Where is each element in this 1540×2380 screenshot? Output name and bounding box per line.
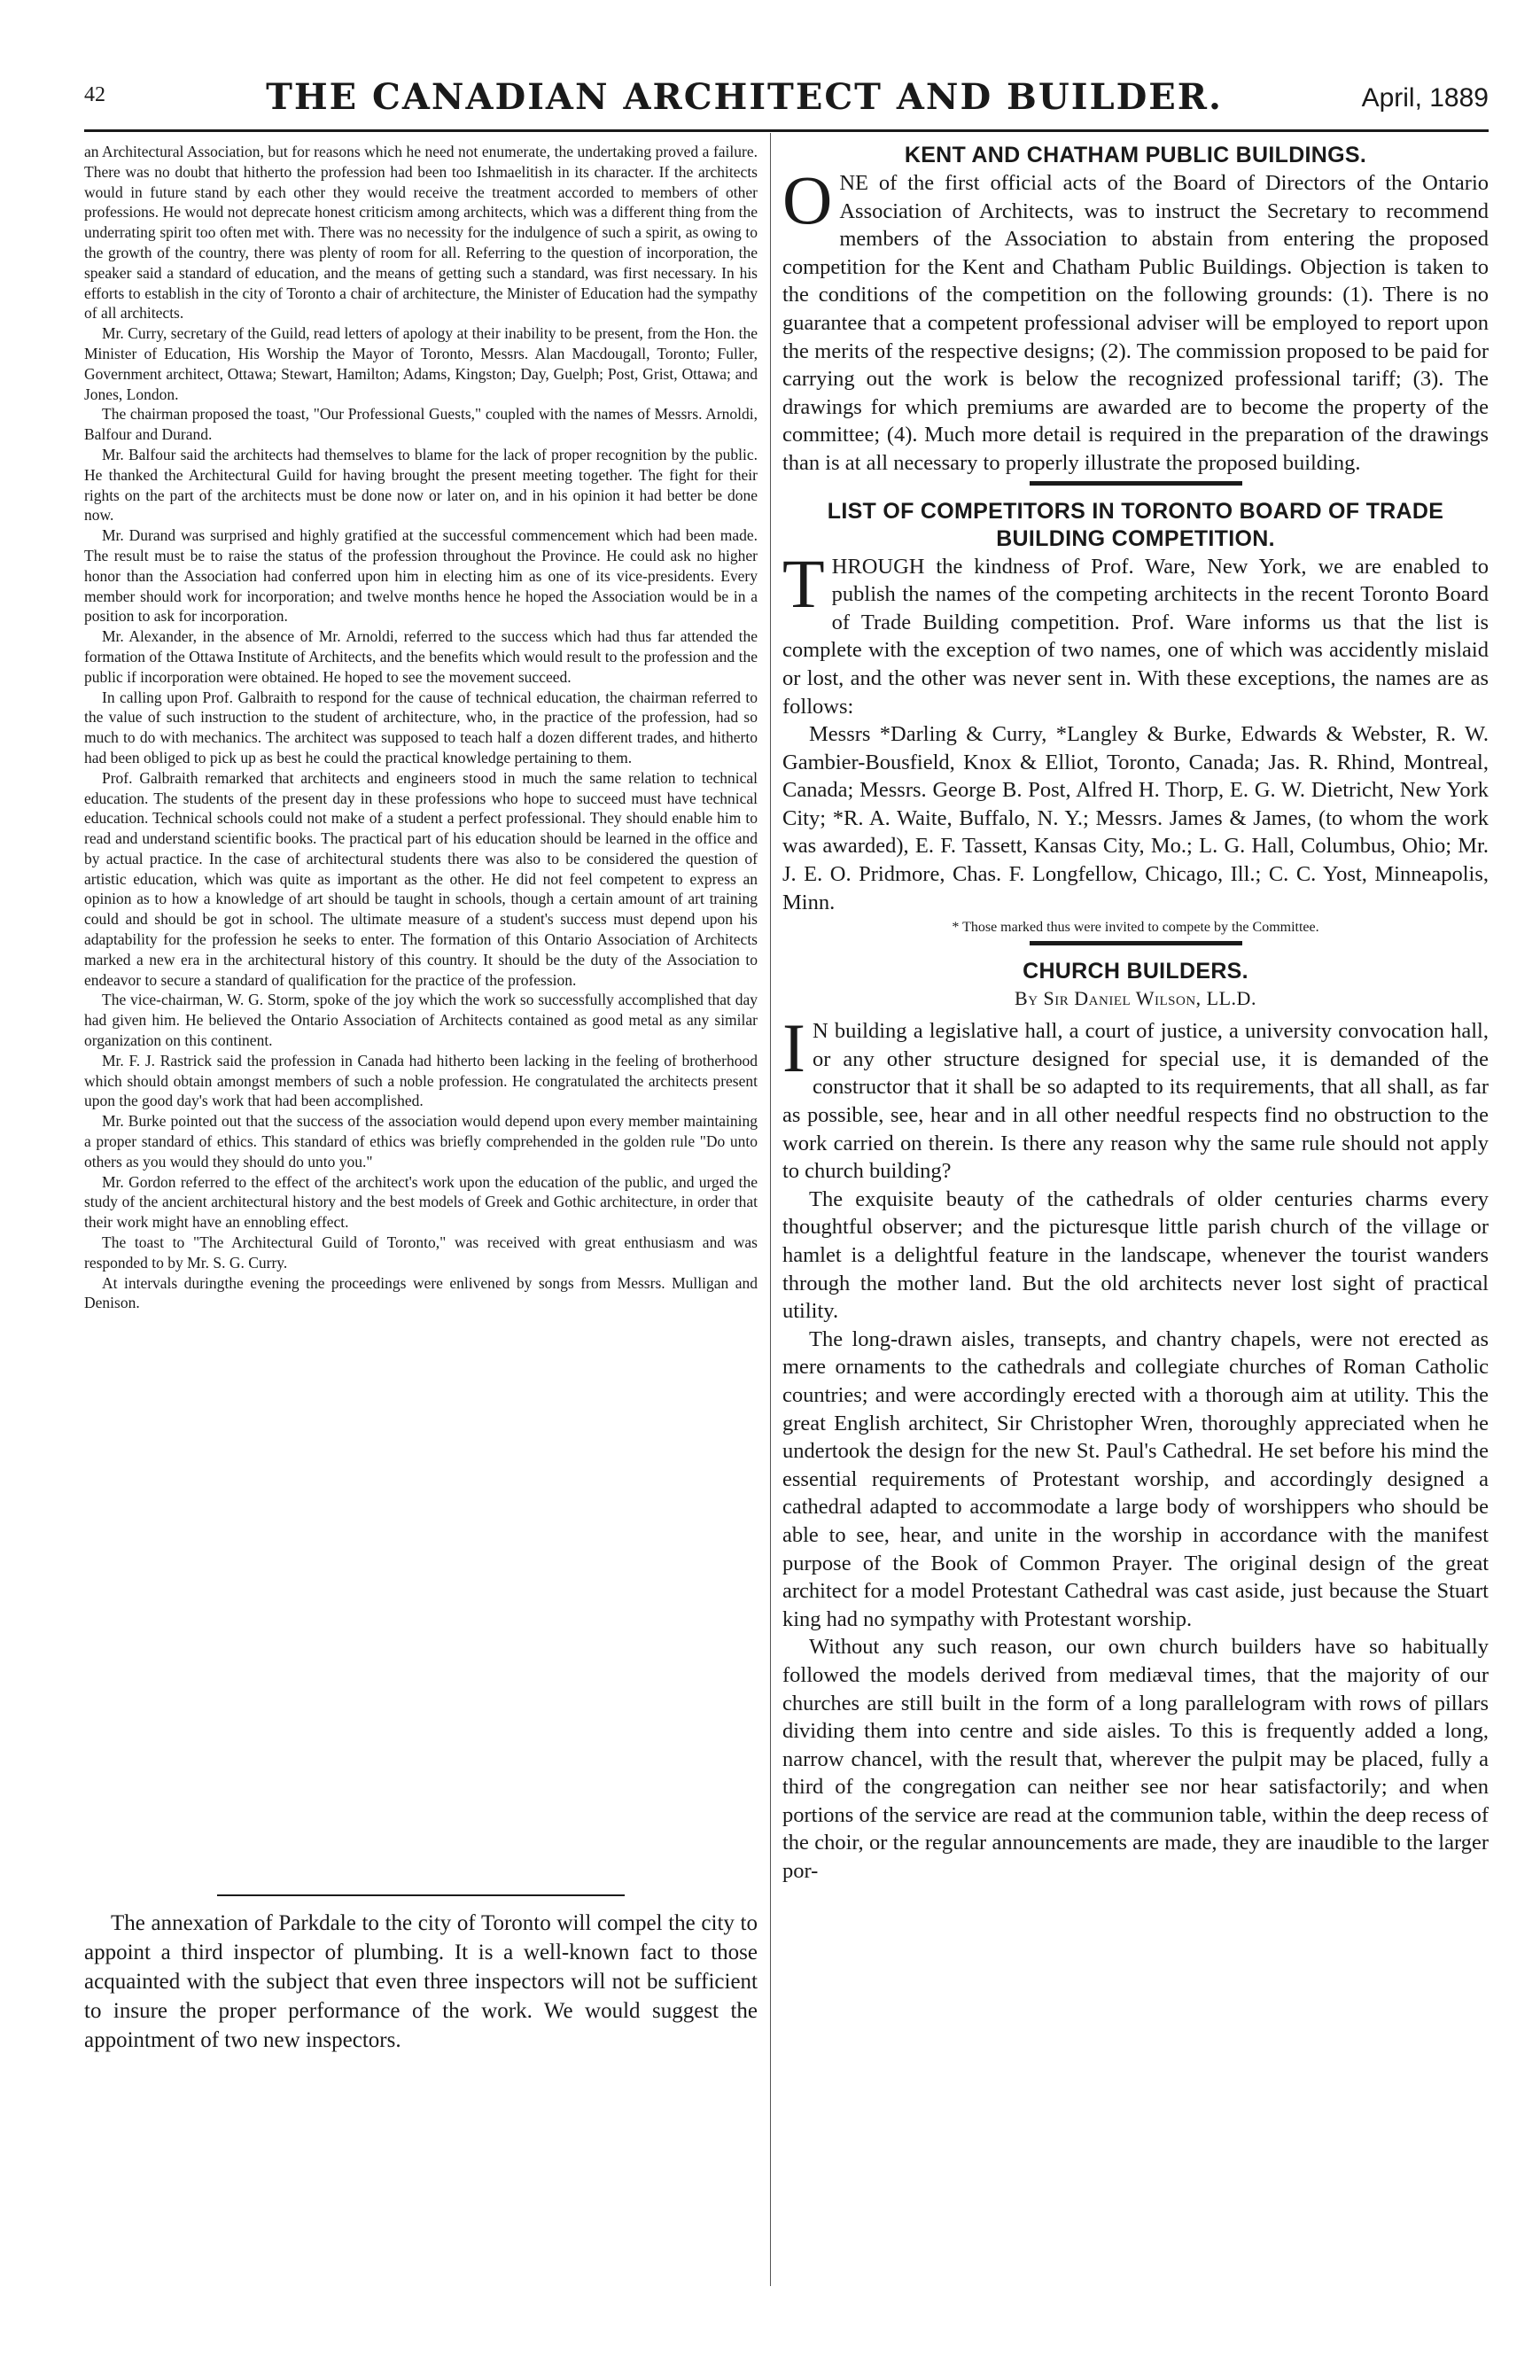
church-builders-article [782, 958, 1489, 1885]
competitors-article [782, 498, 1489, 946]
competitors-text: HROUGH the kindness of Prof. Ware, New York, we are enabled to publish the names of the competing architects in the recent Toronto Board of Trade Building competition. Prof. Ware informs us that the list is complete with the exception of two names, one of which was accidently mislaid or lost, and the other was never sent in. With these exceptions, the names are as follows: [782, 554, 1489, 719]
column-divider [770, 133, 771, 2286]
proceedings-paragraph: The toast to "The Architectural Guild of Toronto," was received with great enthusiasm and was responded to by Mr. S. G. Curry. [84, 1233, 758, 1272]
kent-chatham-article [782, 142, 1489, 486]
proceedings-paragraph: Mr. Alexander, in the absence of Mr. Arnoldi, referred to the success which had thus far attended the formation of the Ottawa Institute of Architects, and the benefits which would result to the profession and the public if incorporation were obtained. He hoped to see the movement succeed. [84, 627, 758, 686]
section-rule [1030, 941, 1242, 945]
proceedings-paragraph: Mr. Burke pointed out that the success of the association would depend upon every member maintaining a proper standard of ethics. This standard of ethics was briefly comprehended in the golden rule "Do unto others as you would they should do unto you." [84, 1112, 758, 1171]
church-paragraph: Without any such reason, our own church builders have so habitually followed the models derived from mediæval times, that the majority of our churches are still built in the form of a long parallelogram with rows of pillars dividing them into centre and side aisles. To this is frequently added a long, narrow chancel, with the result that, wherever the pulpit may be placed, fully a third of the congregation can neither see nor hear satisfactorily; and when portions of the service are read at the communion table, within the deep recess of the choir, or the regular announcements are made, they are inaudible to the larger por- [782, 1635, 1489, 1884]
issue-date: April, 1889 [1361, 83, 1489, 113]
header-rule [84, 129, 1489, 132]
proceedings-paragraph: an Architectural Association, but for reasons which he need not enumerate, the undertaking proved a failure. There was no doubt that hitherto the profession had been too Ishmaelitish in its character. If the architects would in future stand by each other they would receive the treatment accorded to members of other professions. He would not deprecate honest criticism among architects, which was a different thing from the underrating spirit too often met with. There was no necessity for the indulgence of such a spirit, as owing to the growth of the country, there was plenty of room for all. Referring to the question of incorporation, the speaker said a standard of education, and the means of getting such a standard, was first necessary. In his efforts to establish in the city of Toronto a chair of architecture, the Minister of Education had the sympathy of all architects. [84, 143, 758, 323]
parkdale-note: The annexation of Parkdale to the city of Toronto will compel the city to appoint a third inspector of plumbing. It is a well-known fact to those acquainted with the subject that even three inspectors will not be sufficient to insure the proper performance of the work. We would suggest the appointment of two new inspectors. [84, 1911, 758, 2052]
church-paragraph [782, 1009, 1489, 1186]
drop-cap: T [782, 544, 825, 622]
left-column [84, 142, 758, 2286]
running-head [84, 76, 1489, 129]
competitors-names: Messrs *Darling & Curry, *Langley & Burke, Edwards & Webster, R. W. Gambier-Bousfield, Knox & Elliot, Toronto, Canada; Jas. R. Rhind, Montreal, Canada; Messrs. George B. Post, Alfred H. Thorp, E. G. W. Dietricht, New York City; *R. A. Waite, Buffalo, N. Y.; Messrs. James & James, (to whom the work was awarded), E. F. Tassett, Kansas City, Mo.; L. G. Hall, Columbus, Ohio; Mr. J. E. O. Pridmore, Chas. F. Longfellow, Chicago, Ill.; C. C. Yost, Minneapolis, Minn. [782, 722, 1489, 914]
church-paragraph: The long-drawn aisles, transepts, and chantry chapels, were not erected as mere ornaments to the cathedrals and collegiate churches of Roman Catholic countries; and were accordingly erected with a thorough aim at utility. This the great English architect, Sir Christopher Wren, thoroughly appreciated when he undertook the design for the new St. Paul's Cathedral. He set before his mind the essential requirements of Protestant worship, and accordingly designed a cathedral adapted to accommodate a large body of worshippers who should be able to see, hear, and unite in the worship in accordance with the manifest purpose of the Book of Common Prayer. The original design of the great architect for a model Protestant Cathedral was cast aside, just because the Stuart king had no sympathy with Protestant worship. [782, 1326, 1489, 1631]
competitors-footnote: * Those marked thus were invited to compete by the Committee. [952, 920, 1319, 936]
drop-cap: O [782, 161, 833, 238]
proceedings-paragraph: Mr. Gordon referred to the effect of the architect's work upon the education of the public, and urged the study of the ancient architectural history and the best models of Greek and Gothic architecture, in order that their work might have an ennobling effect. [84, 1172, 758, 1232]
competitors-heading: LIST OF COMPETITORS IN TORONTO BOARD OF TRADE BUILDING COMPETITION. [827, 498, 1444, 551]
proceedings-paragraph: The vice-chairman, W. G. Storm, spoke of the joy which the work so successfully accomplished that day had given him. He believed the Ontario Association of Architects contained as good metal as any similar organization on this continent. [84, 991, 758, 1050]
right-column [782, 142, 1489, 2295]
competitors-body [782, 544, 1489, 721]
page-number: 42 [84, 83, 105, 106]
kent-chatham-text: NE of the first official acts of the Board of Directors of the Ontario Association of Architects, was to instruct the Secretary to recommend members of the Association to abstain from entering the proposed competition for the Kent and Chatham Public Buildings. Objection is taken to the conditions of the competition on the following grounds: (1). There is no guarantee that a competent professional adviser will be employed to report upon the merits of the respective designs; (2). The commission proposed to be paid for carrying out the work is below the recognized professional tariff; (3). The drawings for which premiums are awarded are to become the property of the committee; (4). Much more detail is required in the preparation of the drawings than is at all necessary to properly illustrate the proposed building. [782, 171, 1489, 475]
proceedings-paragraph: The chairman proposed the toast, "Our Professional Guests," coupled with the names of Messrs. Arnoldi, Balfour and Durand. [84, 405, 758, 444]
section-rule [1030, 481, 1242, 486]
section-rule [217, 1894, 625, 1896]
proceedings-paragraph: Mr. Curry, secretary of the Guild, read letters of apology at their inability to be present, from the Hon. the Minister of Education, His Worship the Mayor of Toronto, Messrs. Alan Macdougall, Toronto; Fuller, Government architect, Ottawa; Stewart, Hamilton; Adams, Kingston; Day, Guelph; Post, Grist, Ottawa; and Jones, London. [84, 324, 758, 403]
kent-chatham-body [782, 161, 1489, 478]
church-paragraph-text: N building a legislative hall, a court of justice, a university convocation hall, or any other structure designed for special use, it is demanded of the constructor that it shall be so adapted to its requirements, that all shall, as far as possible, see, hear and in all other needful respects find no obstruction to the work carried on therein. Is there any reason why the same rule should not apply to church building? [782, 1019, 1489, 1184]
church-builders-heading: CHURCH BUILDERS. [1023, 959, 1248, 984]
association-proceedings [84, 142, 758, 1878]
proceedings-paragraph: Mr. F. J. Rastrick said the profession in Canada had hitherto been lacking in the feeling of brotherhood which should obtain amongst members of such a noble profession. He congratulated the architects present upon the good day's work that had been accomplished. [84, 1051, 758, 1110]
proceedings-paragraph: Mr. Balfour said the architects had themselves to blame for the lack of proper recognition by the public. He thanked the Architectural Guild for having brought the present meeting together. The fight for their rights on the part of the architects must be done now or later on, and in his opinion it had better be done now. [84, 445, 758, 525]
proceedings-paragraph: At intervals duringthe evening the proceedings were enlivened by songs from Messrs. Mulligan and Denison. [84, 1273, 758, 1312]
kent-chatham-heading: KENT AND CHATHAM PUBLIC BUILDINGS. [904, 143, 1367, 167]
journal-title: THE CANADIAN ARCHITECT AND BUILDER. [266, 76, 1223, 118]
proceedings-paragraph: Prof. Galbraith remarked that architects and engineers stood in much the same relation to technical education. The students of the present day in these professions who hope to succeed must have technical education. Technical schools could not make of a student a perfect professional. They should enable him to read and understand scientific books. The practical part of his education should be learned in the office and by actual practice. In the case of architectural students there was also to be considered the question of artistic education, which was quite as important as the other. He did not feel competent to express an opinion as to how a knowledge of art should be taught in schools, though a certain amount of art training could and should be got in school. The ultimate measure of a student's success must depend upon his adaptability for the profession he seeks to enter. The formation of this Ontario Association of Architects marked a new era in the architectural history of this country. It should be the duty of the Association to endeavor to secure a standard of qualification for the practice of the profession. [84, 768, 758, 989]
proceedings-paragraph: In calling upon Prof. Galbraith to respond for the cause of technical education, the chairman referred to the value of such instruction to the student of architecture, who, in the practice of the profession, had so much to do with mechanics. The architect was supposed to teach half a dozen different trades, and hitherto had been obliged to pick up as best he could the practical knowledge pertaining to them. [84, 688, 758, 766]
church-paragraph: The exquisite beauty of the cathedrals of older centuries charms every thoughtful observer; and the picturesque little parish church of the village or hamlet is a delightful feature in the landscape, whenever the tourist wanders through the mother land. But the old architects never lost sight of practical utility. [782, 1186, 1489, 1324]
drop-cap: I [782, 1009, 805, 1087]
church-builders-byline: By Sir Daniel Wilson, LL.D. [1015, 987, 1256, 1010]
proceedings-paragraph: Mr. Durand was surprised and highly gratified at the successful commencement which had been made. The result must be to raise the status of the profession throughout the Province. He could ask no higher honor than the Association had conferred upon him in electing him as one of its vice-presidents. Every member should work for incorporation; and twelve months hence he hoped the Association would be in a position to ask for incorporation. [84, 526, 758, 626]
